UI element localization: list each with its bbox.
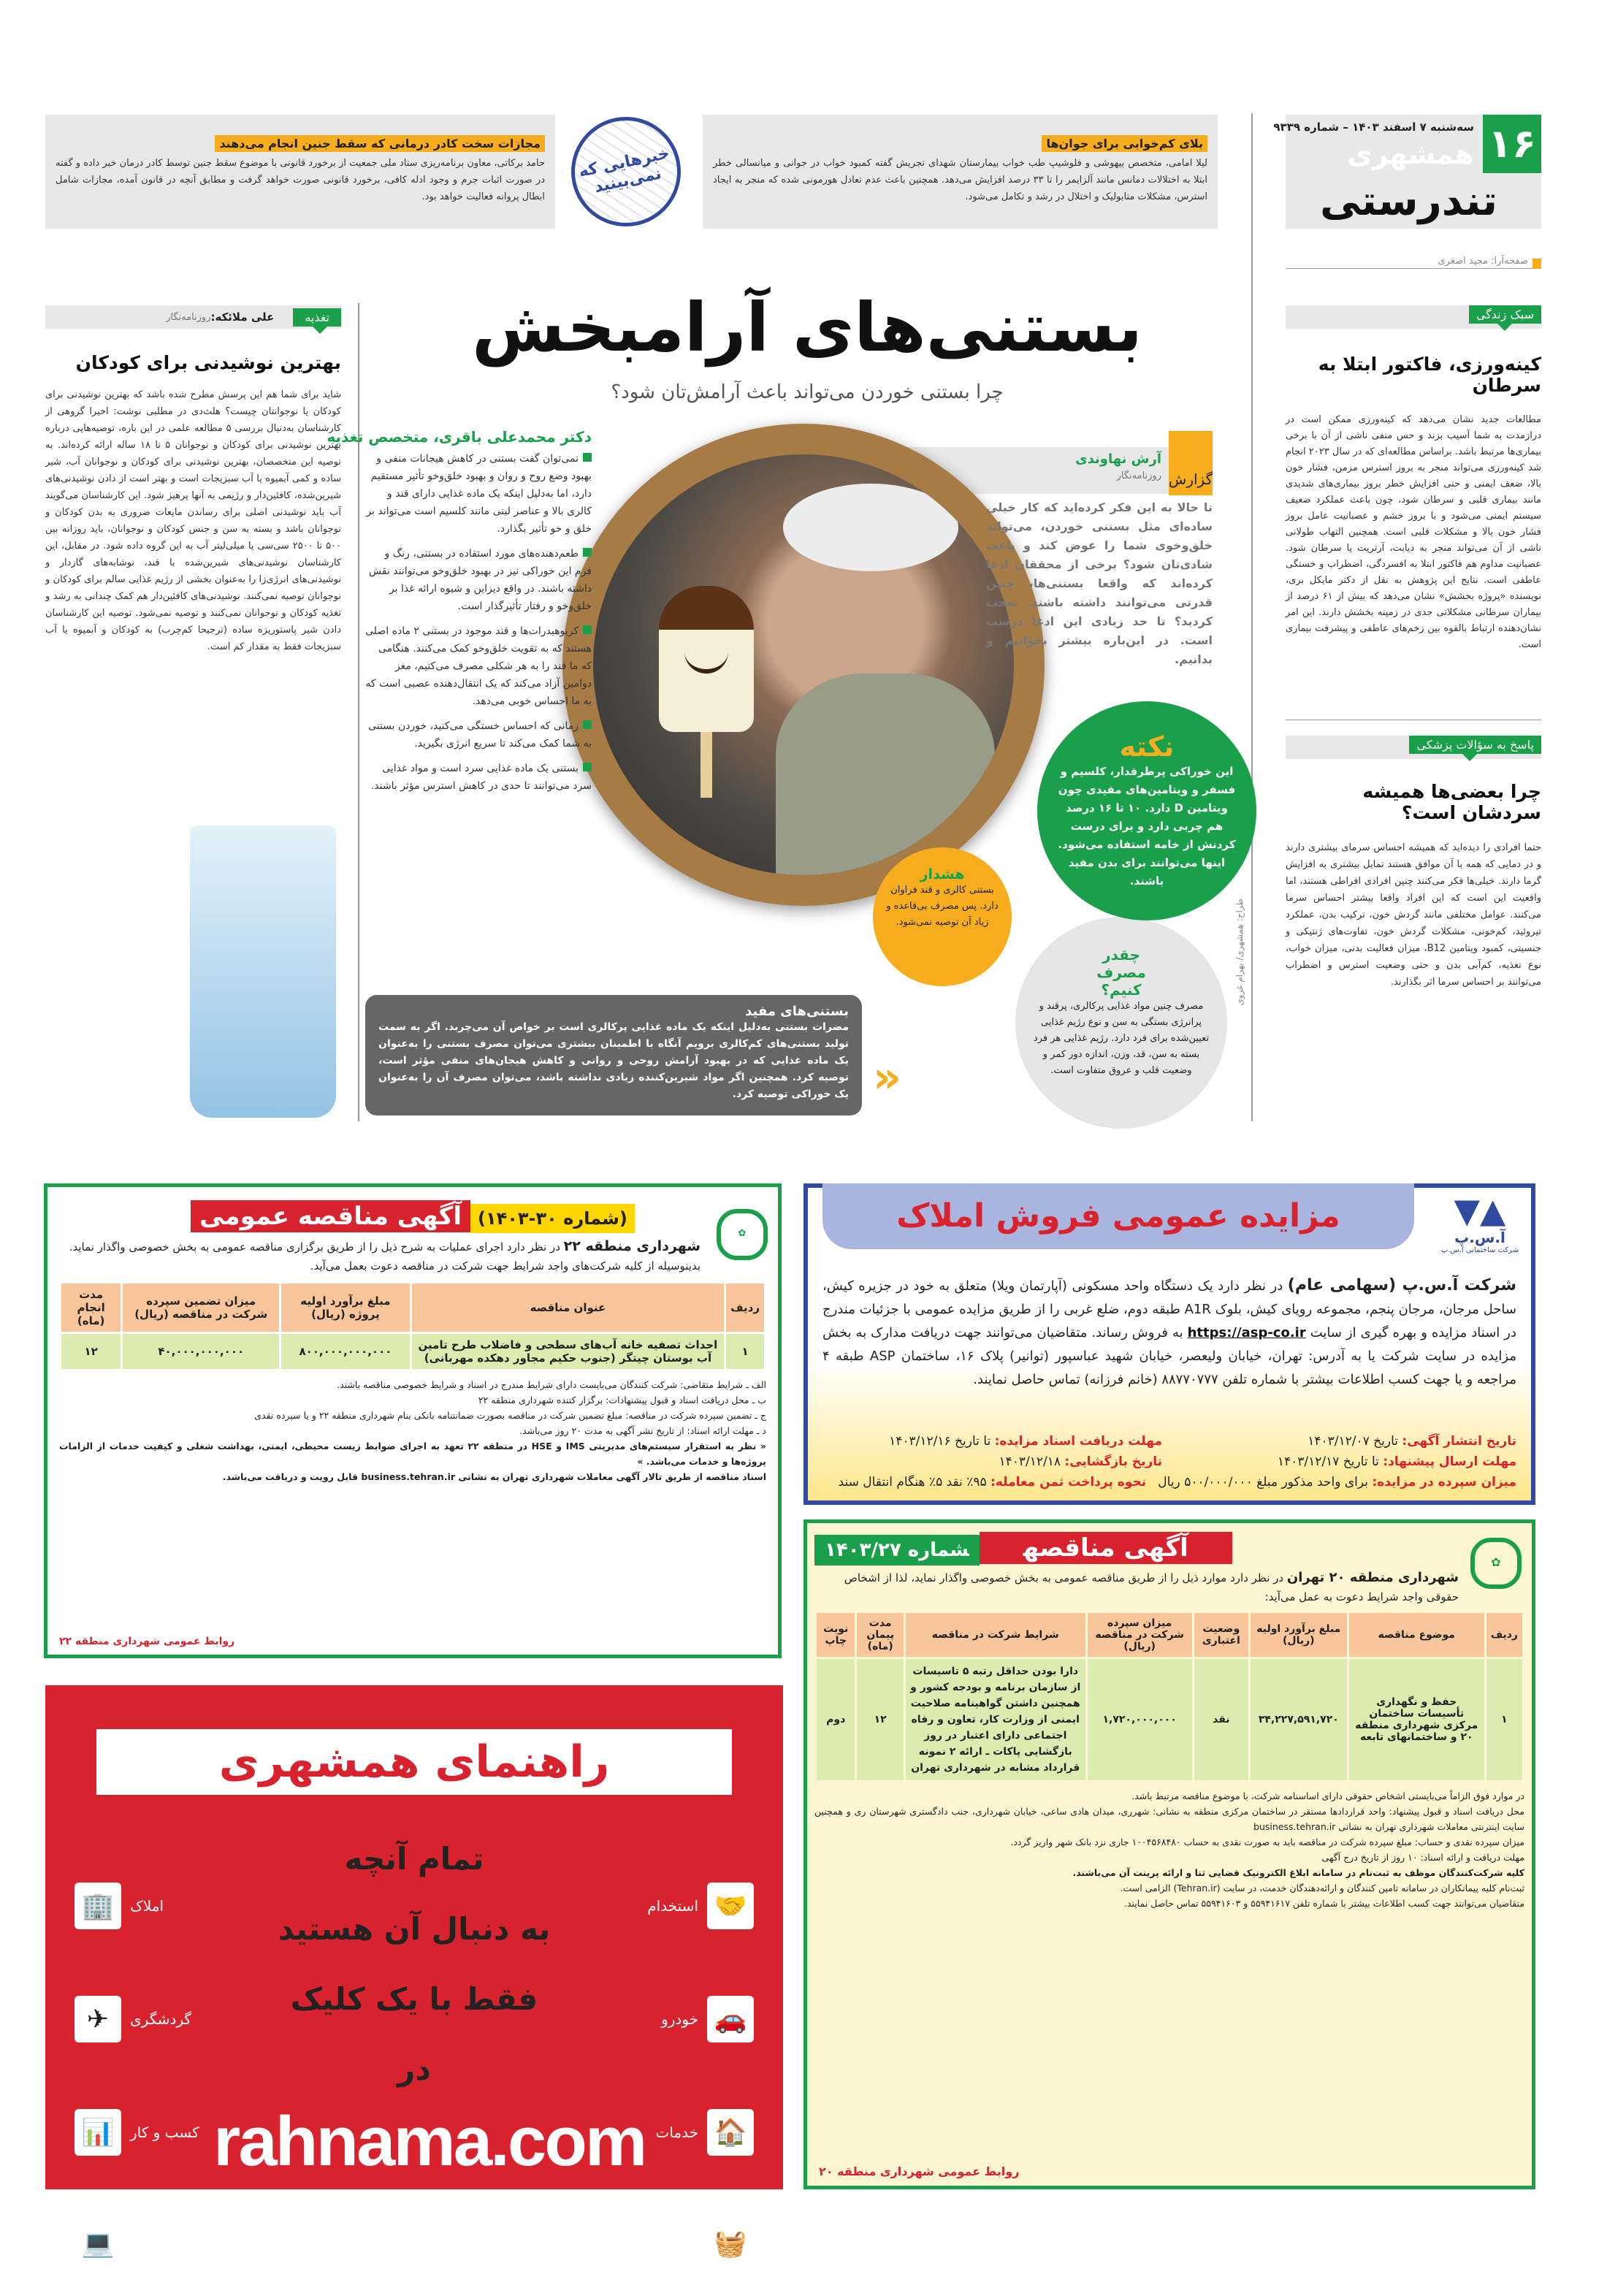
header-cell: موضوع مناقصه (1349, 1613, 1484, 1657)
logo-caption: شرکت ساختمانی آ.س.پ (1440, 1246, 1519, 1254)
report-label: گزارش (1169, 431, 1213, 495)
stick (701, 732, 712, 798)
bullet-icon (583, 548, 592, 557)
table-cell: حفظ و نگهداری تأسیسات ساختمان مرکزی شهرداری منطقه ۲۰ و ساختمانهای تابعه (1349, 1659, 1484, 1780)
condition: مهلت دریافت و ارائه اسناد: ۱۰ روز از تاریخ درج آگهی (1321, 1852, 1524, 1863)
brief-left (45, 115, 555, 229)
article-title: کینه‌ورزی، فاکتور ابتلا به سرطان (1318, 354, 1541, 396)
author-role: روزنامه‌نگار (1116, 470, 1161, 481)
category-label: لوازم الکترونیک (130, 2235, 225, 2252)
bullet-icon (583, 720, 592, 729)
expert-title: دکتر محمدعلی باقری، متخصص تغذیه (327, 428, 592, 446)
header-cell: شرایط شرکت در مناقصه (906, 1613, 1085, 1657)
row-label: مهلت دریافت اسناد مزایده: (994, 1434, 1162, 1449)
laptop-icon: 💻 (75, 2220, 121, 2267)
article-body: حتما افرادی را دیده‌اید که همیشه احساس سرمای بیشتری دارند و در دمایی که همه با آن موافق هستند تمایل بیشتری به افزایش گرما دارند. خیلی‌ها فکر می‌کنند چنین افرادی افراطی هستند، اما واقعیت این است که این افراد واقعا بیشتر احساس سرما می‌کنند. عوامل مختلفی مانند گردش خون، ترکیب بدن، عملکرد تیروئید، کم‌خونی، مشکلات گردش خون، تفاوت‌های ژنتیکی و جنسیتی، کمبود ویتامین B12، میزان فعالیت بدنی، میزان خواب، نوع تغذیه، کم‌آبی بدن و حتی وضعیت استرس و اضطراب می‌توانند بر احساس سرما اثر بگذارند. (1286, 842, 1541, 988)
expert-point: کربوهیدرات‌ها و قند موجود در بستنی ۲ ماده اصلی هستند که به تقویت خلق‌وخو کمک می‌کنند. هنگامی که ما قند را به هر شکلی مصرف می‌کنیم، مغز دوامین آزاد می‌کند که یک انتقال‌دهنده عصبی است که به ما احساس خوبی می‌دهد. (365, 625, 592, 707)
rahnama-slogan (228, 1824, 600, 2105)
author-role: روزنامه‌نگار (166, 311, 211, 323)
asp-link[interactable]: https://asp-co.ir (1187, 1325, 1306, 1340)
condition: کلیه شرکت‌کنندگان موظف به ثبت‌نام در سامانه ابلاغ الکترونیک قضایی ثنا و ارائه پرینت آن می‌باشند. (1072, 1867, 1524, 1878)
bullet-icon (583, 625, 592, 634)
category-label: خودرو (661, 2010, 698, 2028)
howmuch-title: چقدر مصرف کنیم؟ (1096, 946, 1146, 999)
slogan-line: در (397, 2051, 431, 2087)
tip-circle (1037, 701, 1256, 920)
table-cell: ۱ (726, 1334, 764, 1369)
howmuch-circle (1015, 917, 1227, 1129)
condition: ج ـ تضمین سپرده شرکت در مناقصه: مبلغ تضمین شرکت در مناقصه بصورت ضمانتنامه بانکی بنام شهرداری منطقه ۲۲ و یا سپرده نقدی (254, 1410, 766, 1421)
tender-title: آگهی مناقصه عمومی (191, 1200, 470, 1232)
nutrition-article (45, 305, 341, 655)
airplane-icon: ✈ (75, 1996, 121, 2043)
auction-row (1177, 1433, 1516, 1450)
slogan-line: فقط با یک کلیک (290, 1981, 538, 2017)
tender-conditions (59, 1377, 766, 1484)
brief-body: لیلا امامی، متخصص بیهوشی و فلوشیپ طب خواب بیمارستان شهدای تجریش گفته کمبود خواب در جوانی و میانسالی خطر ابتلا به اختلالات دمانس مانند آلزایمر را تا ۳۳ درصد افزایش می‌دهد. همچنین باعث عدم تعادل هورمونی شده که منجر به ایجاد استرس، مشکلات متابولیک و اختلال در رشد و تکامل می‌شود. (713, 158, 1207, 202)
row-value: ۱۴۰۳/۱۲/۱۸ (999, 1454, 1061, 1469)
rahnama-ad (45, 1685, 783, 2259)
asp-logo (1436, 1192, 1524, 1254)
section-bar (1286, 305, 1541, 329)
category-cars[interactable] (661, 1996, 754, 2043)
tehran-logo: ✿ (1470, 1538, 1522, 1589)
useful-title: بستنی‌های مفید (745, 1004, 849, 1019)
table-cell: ۴۰,۰۰۰,۰۰۰,۰۰۰ (123, 1334, 279, 1369)
author: آرش نهاوندی (1075, 451, 1161, 467)
warning-circle (873, 847, 1012, 986)
credit-marker (1532, 259, 1541, 269)
table-header (61, 1284, 764, 1332)
tender-intro-text: در نظر دارد موارد ذیل را از طریق مناقصه عمومی به بخش خصوصی واگذار نماید، لذا از اشخاص حقوقی واجد شرایط دعوت به عمل می‌آید: (844, 1571, 1459, 1603)
section-tag: تغذیه (293, 308, 341, 327)
tender-heading (814, 1533, 1459, 1563)
category-jobs[interactable] (647, 1883, 754, 1929)
stamp (561, 107, 691, 237)
condition: اسناد مناقصه از طریق تالار آگهی معاملات شهرداری تهران به نشانی business.tehran.ir قابل رویت و دریافت می‌باشد. (222, 1471, 766, 1482)
useful-box (365, 995, 862, 1115)
tender-lead: شهرداری منطقه ۲۰ تهران (1286, 1570, 1459, 1585)
condition: محل دریافت اسناد و قبول پیشنهاد: واحد قراردادها مستقر در ساختمان مرکزی منطقه به نشانی: شهرری، میدان هادی ساعی، خیابان شهرداری، جنب دادگستری شهرستان ری و همچنین سایت اینترنتی معاملات شهرداری تهران به نشانی business.tehran.ir (814, 1806, 1524, 1832)
header-cell: مدت پیمان (ماه) (857, 1613, 903, 1657)
expert-point: طعم‌دهنده‌های مورد استفاده در بستنی، رنگ و فرم این خوراکی نیز در بهبود خلق‌وخو می‌توانند نقش داشته باشند. در واقع دیزاین و شیوه ارائه غذا بر خلق‌وخو و رفتار تأثیرگذار است. (369, 548, 592, 612)
table-cell: ۳۴,۲۲۷,۵۹۱,۷۲۰ (1251, 1659, 1347, 1780)
auction-text: در نظر دارد یک دستگاه واحد مسکونی (آپارتمان ویلا) متعلق به خود در جزیره کیش، ساحل مرجان، مرجان پنجم، مجموعه رویای کیش، بلوک A1R طبقه دوم، ضلع غربی را از طریق مزایده عمومی با جزئیات مندرج در اسناد مزایده و بهره گیری از سایت (822, 1278, 1516, 1340)
brief-body: حامد برکاتی، معاون برنامه‌ریزی ستاد ملی جمعیت از برخورد قانونی با موضوع سقط جنین توسط کادر درمان خبر داده و گفته در صورت اثبات جرم و وجود ادله کافی، برخورد قانونی صورت خواهد گرفت و مطابق آنچه در قانون آمده، مجازات شامل ابطال پروانه فعالیت خواهد بود. (56, 158, 545, 202)
tender-number: (شماره ۳۰-۱۴۰۳) (470, 1204, 635, 1233)
row-value: تاریخ ۱۴۰۳/۱۲/۰۷ (1308, 1434, 1399, 1449)
tender-intro (59, 1237, 701, 1275)
tender-intro-text: در نظر دارد اجرای عملیات به شرح ذیل را از طریق برگزاری مناقصه عمومی به بخش خصوصی واگذار نماید. بدینوسیله از کلیه شرکت‌های واجد شرایط جهت شرکت در مناقصه دعوت بعمل می‌آید. (69, 1240, 701, 1273)
category-business[interactable] (75, 2109, 199, 2156)
lifestyle-article (1286, 305, 1541, 653)
slogan-line: به دنبال آن هستید (278, 1911, 551, 1947)
auction-body (822, 1274, 1516, 1392)
table-cell: ۱۲ (857, 1659, 903, 1780)
headline: بستنی‌های آرامبخش (472, 289, 1142, 367)
category-appliances[interactable] (624, 2220, 754, 2267)
payment-value: ۹۵٪ نقد ۵٪ هنگام انتقال سند (838, 1475, 987, 1490)
smile (684, 652, 728, 674)
expert-point: نمی‌توان گفت بستنی در کاهش هیجانات منفی و بهبود وضع روح و روان و بهبود خلق‌وخو تأثیر مستقیم دارد، اما به‌دلیل اینکه یک ماده غذایی دارای قند و کالری بالا و عناصر لبنی مانند کلسیم است می‌تواند بر خلق و خو تأثیر بگذارد. (366, 453, 592, 535)
tender-conditions (814, 1788, 1524, 1911)
payment-label: نحوه پرداخت ثمن معامله: (990, 1475, 1147, 1490)
tender-footer: روابط عمومی شهرداری منطقه ۲۰ (819, 2165, 1020, 2178)
rahnama-logo: راهنمای همشهری (96, 1729, 732, 1795)
row-label: مهلت ارسال پیشنهاد: (1383, 1454, 1516, 1469)
article-body: شاید برای شما هم این پرسش مطرح شده باشد که بهترین نوشیدنی برای کودکان یا نوجوانتان چیست؟ هلث‌دی در مطلبی نوشت: اخیرا گروهی از کارشناسان به‌دنبال بررسی ۵ مطالعه علمی در این باره، توصیه‌هایی درباره بهترین نوشیدنی برای کودکان و نوجوانان ۵ تا ۱۸ ساله ارائه کرده‌اند. به توصیه این متخصصان، بهترین نوشیدنی برای کودکان و نوجوانان آب، شیر ساده و کمی آبمیوه یا آب سبزیجات است و بهتر است از دادن نوشیدنی‌های شیرین‌شده، کافئین‌دار و رژیمی به آنها پرهیز شود. این کارشناسان می‌گویند آب باید نوشیدنی اصلی برای رساندن مایعات ضروری به بدن کودکان و نوجوانان باشد و بسته به سن و جنس کودکان و نوجوانان، باید روزانه بین ۵۰۰ تا ۲۵۰۰ سی‌سی یا میلی‌لیتر آب به این گروه داده شود. در مقابل، این کارشناسان نوشیدنی‌های شیرین‌شده با قند، نوشابه‌های گازدار و نوشیدنی‌های انرژی‌زا را به‌عنوان بخشی از رژیم غذایی سالم برای کودکان و نوجوانان توصیه نمی‌کنند. نوشیدنی‌های کافئین‌دار هم کمک چندانی به رشد و تغذیه کودکان و نوجوانان نمی‌کنند و توصیه نمی‌شود. توصیه این کارشناسان دادن شیر پاستوریزه ساده (ترجیحا کم‌چرب) به کودکان و آبمیوه یا آب سبزیجات فقط به مقدار کم است. (45, 389, 342, 652)
table-cell: ۱ (1486, 1659, 1522, 1780)
credit-text: صفحه‌آرا: مجید اصغری (1435, 256, 1529, 267)
category-label: استخدام (647, 1897, 698, 1915)
tender-title: آگهی مناقصه (980, 1532, 1232, 1564)
header-cell: مبلغ برآورد اولیه (ریال) (1251, 1613, 1347, 1657)
medical-article (1286, 736, 1541, 991)
row-label: تاریخ انتشار آگهی: (1402, 1434, 1516, 1449)
row-label: تاریخ بازگشایی: (1064, 1454, 1162, 1469)
water-glass-image (190, 825, 336, 1118)
washing-machine-icon: 🧺 (707, 2220, 754, 2267)
table-cell: نقد (1194, 1659, 1248, 1780)
howmuch-body: مصرف چنین مواد غذایی پرکالری، پرقند و پرانرژی بستگی به سن و نوع رژیم غذایی تعیین‌شده برای فرد دارد. رژیم غذایی هر فرد بسته به سن، قد، وزن، اندازه دور کمر و وضعیت قلب و عروق متفاوت است. (1033, 1001, 1210, 1076)
table-cell: ۸۰۰,۰۰۰,۰۰۰,۰۰۰ (281, 1334, 409, 1369)
company: شرکت آ.س.پ (سهامی عام) (1287, 1276, 1516, 1294)
table-cell: ۱,۷۲۰,۰۰۰,۰۰۰ (1088, 1659, 1192, 1780)
category-electronics[interactable] (75, 2220, 224, 2267)
expert-point: بستنی یک ماده غذایی سرد است و مواد غذایی سرد می‌توانند تا حدی در کاهش استرس مؤثر باشند. (370, 763, 592, 792)
column-divider (1251, 113, 1253, 1121)
section-tag: پاسخ به سؤالات پزشکی (1409, 736, 1541, 754)
condition: میزان سپرده نقدی و حساب: مبلغ سپرده شرکت در مناقصه باید به صورت نقدی به حساب ۱۰۰۴۵۶۸۴۸۰ جاری نزد بانک شهر واریز گردد. (1010, 1837, 1524, 1847)
section-bar (1286, 736, 1541, 759)
tender-number: شماره ۱۴۰۳/۲۷ (814, 1535, 980, 1565)
category-label: گردشگری (130, 2010, 191, 2028)
category-label: املاک (130, 1897, 164, 1915)
condition: در موارد فوق الزاماً می‌بایستی اشخاص حقوقی دارای اساسنامه شرکت، با موضوع مناقصه مرتبط باشد. (1131, 1790, 1524, 1801)
condition: الف ـ شرایط متقاضی: شرکت کنندگان می‌بایست دارای شرایط مندرج در اسناد و شرایط خصوصی مناقصه باشند. (337, 1379, 766, 1390)
warning-body: بستنی کالری و قند فراوان دارد. پس مصرف بی‌قاعده و زیاد آن توصیه نمی‌شود. (886, 885, 999, 928)
table-cell: دوم (817, 1659, 855, 1780)
header-cell: ردیف (726, 1284, 764, 1332)
photo-old-man-ice-cream (593, 454, 1014, 875)
table-row (61, 1334, 764, 1369)
tip-title: نکته (1119, 731, 1175, 763)
hair (783, 484, 958, 571)
auction-text-2: به فروش رساند. متقاضیان می‌توانند جهت دریافت مدارک به بخش مزایده در سایت شرکت یا به آدرس: تهران، خیابان ولیعصر، خیابان شهید عباسپور (توانیر) پلاک ۱۶، ساختمان ASP طبقه ۴ مراجعه و یا جهت کسب اطلاعات بیشتر با شماره تلفن ۸۸۷۷۰۷۷۷ (خانم فرزانه) تماس حاصل نمایند. (822, 1325, 1516, 1387)
condition: ثبت‌نام کلیه پیمانکاران در سامانه تامین کنندگان و ارائه‌دهندگان خدمت، در سایت (Tehran.ir) الزامی است. (1120, 1883, 1524, 1893)
auction-row (822, 1433, 1162, 1450)
warning-title: هشدار (920, 866, 965, 882)
deposit-value: برای واحد مذکور مبلغ ۵۰۰/۰۰۰/۰۰۰ ریال (1158, 1475, 1368, 1490)
bullet-icon (583, 453, 592, 462)
tender-ad-22 (44, 1183, 782, 1658)
tehran-logo: ✿ (717, 1209, 768, 1260)
photo-frame (562, 424, 1045, 906)
section-bar (45, 305, 341, 329)
masthead (1273, 115, 1541, 229)
auction-ad (804, 1183, 1535, 1505)
deposit-label: میزان سپرده در مزایده: (1372, 1475, 1516, 1490)
intro: تا حالا به این فکر کرده‌اید که کار خیلی ساده‌ای مثل بستنی خوردن، می‌تواند خلق‌وخوی شما را عوض کند و باعث شادی‌تان شود؟ برخی از محققان ادعا کرده‌اند که واقعا بستنی‌ها، چنین قدرتی می‌توانند داشته باشند. تعجب کردید؟ تا حد زیادی این ادعا درست است. در این‌باره بیشتر بخوانیم و بدانیم. (986, 500, 1213, 666)
author: علی ملائکه: (210, 310, 275, 324)
header-cell: میزان سپرده شرکت در مناقصه (ریال) (1088, 1613, 1192, 1657)
auction-row (822, 1453, 1162, 1471)
header-cell: مدت انجام (ماه) (61, 1284, 121, 1332)
brief-title: مجازات سخت کادر درمانی که سقط جنین انجام می‌دهند (215, 135, 545, 152)
category-label: خدمات (655, 2124, 698, 2141)
section-tag: سبک زندگی (1469, 305, 1541, 324)
condition: « نظر به استقرار سیستم‌های مدیریتی IMS و HSE در منطقه ۲۲ تعهد به اجرای ضوابط زیست محیطی، ایمنی، بهداشت شغلی و کیفیت خدمات از الزامات پروژه‌ها و خدمات می‌باشد. » (59, 1441, 767, 1467)
designer-credit: طراح: همشهری/ بهرام غروی (1234, 899, 1245, 1006)
tender-footer: روابط عمومی شهرداری منطقه ۲۲ (59, 1636, 235, 1647)
shirt (776, 674, 995, 875)
condition: د ـ مهلت ارائه اسناد: از تاریخ نشر آگهی به مدت ۲۰ روز می‌باشد. (519, 1425, 766, 1436)
category-real-estate[interactable] (75, 1883, 164, 1929)
auction-dates (822, 1433, 1516, 1491)
expert-column (327, 428, 592, 802)
brief-right (703, 115, 1218, 229)
table-cell: دارا بودن حداقل رتبه ۵ تاسیسات از سازمان برنامه و بودجه کشور و همچنین داشتن گواهینامه صلاحیت ایمنی از وزارت کار، تعاون و رفاه اجتماعی دارای اعتبار در روز بازگشایی پاکات ـ ارائه ۲ نمونه قرارداد مشابه در شهرداری تهران (906, 1659, 1085, 1780)
tender-heading (59, 1202, 766, 1231)
tender-table (814, 1611, 1524, 1782)
subtitle: چرا بستنی خوردن می‌تواند باعث آرامش‌تان شود؟ (611, 381, 1004, 403)
page-number: ۱۶ (1483, 115, 1541, 173)
expert-point: زمانی که احساس خستگی می‌کنید، خوردن بستنی به شما کمک می‌کند تا سریع انرژی بگیرید. (368, 720, 592, 750)
date-issue: سه‌شنبه ۷ اسفند ۱۴۰۳ – شماره ۹۳۳۹ (1273, 121, 1474, 134)
useful-body: مضرات بستنی به‌دلیل اینکه یک ماده غذایی پرکالری است بر خواص آن می‌چربد. اگر به سمت تولید بستنی‌های کم‌کالری برویم آنگاه با اطمینان بیشتری می‌توان مصرف بستنی را به‌عنوان یک ماده غذایی که در بهبود آرامش روحی و روانی و کاهش هیجان‌های منفی مؤثر است، توصیه کرد. همچنین اگر مواد شیرین‌کننده زیادی نداشته باشد، می‌توان مصرف آن را به‌عنوان یک خوراکی توصیه کرد. (378, 1021, 849, 1100)
condition: ب ـ محل دریافت اسناد و قبول پیشنهادات: برگزار کننده شهرداری منطقه ۲۲ (478, 1395, 766, 1406)
logo-mark: ▲▼ (1454, 1191, 1506, 1230)
article-title: چرا بعضی‌ها همیشه سردشان است؟ (1362, 781, 1541, 823)
meeting-icon: 📊 (75, 2109, 121, 2156)
article-title: بهترین نوشیدنی برای کودکان (75, 352, 341, 373)
header-cell: نوبت چاپ (817, 1613, 855, 1657)
rahnama-url[interactable]: rahnama.com (213, 2102, 646, 2181)
row-value: تا تاریخ ۱۴۰۳/۱۲/۱۷ (1277, 1454, 1379, 1469)
header-cell: میزان تضمین سپرده شرکت در مناقصه (ریال) (123, 1284, 279, 1332)
header-cell: عنوان مناقصه (412, 1284, 725, 1332)
row-value: تا تاریخ ۱۴۰۳/۱۲/۱۶ (889, 1434, 991, 1449)
header-cell: ردیف (1486, 1613, 1522, 1657)
bullet-icon (583, 763, 592, 771)
category-services[interactable] (656, 2109, 755, 2156)
house-icon: 🏠 (707, 2109, 754, 2156)
table-row (817, 1659, 1522, 1780)
tip-body: این خوراکی پرطرفدار، کلسیم و فسفر و ویتامین‌های مفیدی چون ویتامین D دارد. ۱۰ تا ۱۶ درصد هم چربی دارد و برای درست کردنش از خامه استفاده می‌شود. اینها می‌توانند برای بدن مفید باشند. (1058, 765, 1236, 888)
table-header (817, 1613, 1522, 1657)
layout-credit (1286, 257, 1541, 269)
category-tourism[interactable] (75, 1996, 191, 2043)
brief-title: بلای کم‌خوابی برای جوان‌ها (1042, 135, 1207, 152)
chevron-icon: « (873, 1052, 901, 1103)
category-label: کسب و کار (130, 2124, 199, 2141)
handshake-icon: 🤝 (707, 1883, 754, 1929)
condition: متقاضیان می‌توانند جهت کسب اطلاعات بیشتر با شماره تلفن ۵۵۹۴۱۶۱۷ و ۵۵۹۴۱۶۰۳ تماس حاصل نمایند. (1123, 1898, 1524, 1909)
auction-deposit (822, 1473, 1516, 1491)
auction-row (1177, 1453, 1516, 1471)
slogan-line: تمام آنچه (344, 1841, 484, 1877)
table-cell: ۱۲ (61, 1334, 121, 1369)
section-title: تندرستی (1319, 178, 1497, 225)
header-cell: وضعیت اعتباری (1194, 1613, 1248, 1657)
table-cell: احداث تصفیه خانه آب‌های سطحی و فاضلاب طرح تامین آب بوستان چیتگر (جنوب حکیم مجاور دهکده مهربانی) (412, 1334, 725, 1369)
category-label: لوازم خانگی (623, 2235, 698, 2252)
stamp-text: خبرهایی که نمی‌بینید (576, 144, 671, 197)
article-body: مطالعات جدید نشان می‌دهد که کینه‌ورزی ممکن است در درازمدت به شما آسیب بزند و حس منفی ناشی از آن با برخی بیماری‌ها مرتبط باشد. براساس مطالعه‌ای که در سال ۲۰۲۳ انجام شد کینه‌ورزی می‌تواند منجر به بروز استرس مزمن، فشار خون بالا، ضعف ایمنی و حتی افزایش خطر بروز بیماری‌های شدیدی مانند بیماری قلبی و سرطان شود، چون باعث عملکرد ضعیف سیستم ایمنی می‌شود و با بروز خشم و عصبانیت عامل بروز فشار خون بالا و مشکلات قلبی است. همچنین التهاب طولانی ناشی از آن می‌تواند منجر به دیابت، آرتریت یا سرطان شود. عصبانیت مداوم هم فاکتور ابتلا به افسردگی، اضطراب و خستگی عاطفی است. نتایج این پژوهش به نقل از دکتر مایکل بری، نویسنده «پروژه بخشش» نشان می‌دهد که بیش از ۶۱ درصد از بیماران سرطانی مشکلاتی جدی در زمینه بخشش دارند. این امر نشان‌دهنده ارتباط بالقوه بین زخم‌های عاطفی و پیشرفت بیماری است. (1286, 414, 1541, 650)
ice-cream-icon (659, 586, 754, 732)
tender-intro (814, 1568, 1459, 1606)
column-divider (358, 303, 359, 1121)
header-cell: مبلغ برآورد اولیه پروژه (ریال) (281, 1284, 409, 1332)
tender-table (59, 1281, 766, 1371)
tender-lead: شهرداری منطقه ۲۲ (563, 1238, 701, 1254)
buildings-icon: 🏢 (75, 1883, 121, 1929)
tender-ad-20 (804, 1519, 1535, 2189)
auction-title: مزایده عمومی فروش املاک (822, 1183, 1414, 1249)
car-icon: 🚗 (707, 1996, 754, 2043)
paper-logo: همشهری (1346, 138, 1474, 170)
logo-text: آ.س.پ (1454, 1229, 1505, 1246)
